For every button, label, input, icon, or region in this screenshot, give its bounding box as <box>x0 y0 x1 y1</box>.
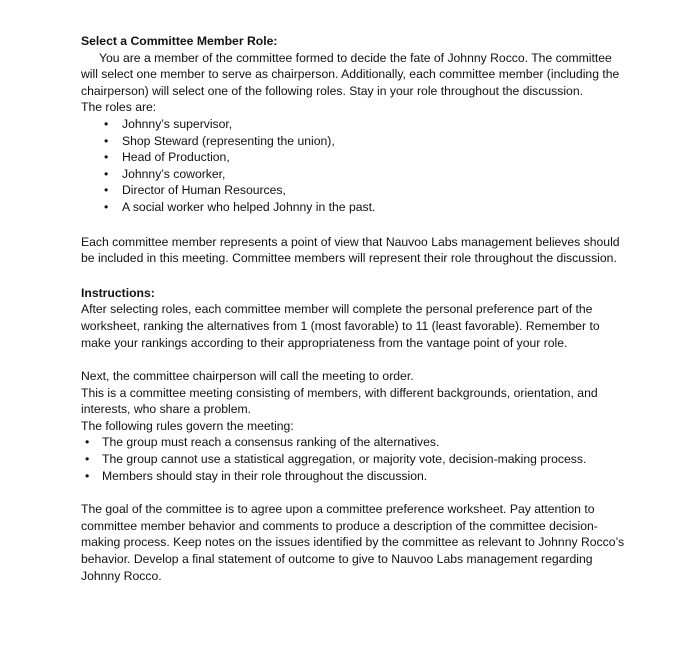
role-item: • Shop Steward (representing the union), <box>81 133 626 150</box>
spacer <box>81 351 626 368</box>
rule-item: • The group cannot use a statistical aggregation, or majority vote, decision-making process. <box>81 451 626 468</box>
viewpoint-paragraph: Each committee member represents a point of view that Nauvoo Labs management believes should be included in this meeting. Committee members will represent their role throughout the discussion. <box>81 234 620 266</box>
section-heading-roles: Select a Committee Member Role: <box>81 34 278 48</box>
rules-list <box>81 434 626 484</box>
rules-label: The following rules govern the meeting: <box>81 418 294 433</box>
role-item: • Director of Human Resources, <box>81 182 626 199</box>
document-page <box>81 33 626 584</box>
section-heading-instructions: Instructions: <box>81 285 155 300</box>
spacer <box>81 484 626 501</box>
spacer <box>81 216 626 234</box>
spacer <box>81 267 626 285</box>
rule-item: • The group must reach a consensus ranking of the alternatives. <box>81 434 626 451</box>
next-paragraph: Next, the committee chairperson will call the meeting to order. <box>81 369 414 384</box>
instructions-paragraph: After selecting roles, each committee member will complete the personal preference part of the worksheet, ranking the alternatives from 1 (most favorable) to 11 (least favorable). Remember to make your rankings according to their appropriateness from the vantage point of your role. <box>81 302 600 350</box>
meeting-paragraph: This is a committee meeting consisting of members, with different backgrounds, orientation, and interests, who share a problem. <box>81 385 598 417</box>
goal-paragraph: The goal of the committee is to agree upon a committee preference worksheet. Pay attention to committee member behavior and comments to produce a description of the committee decision-making process. Keep notes on the issues identified by the committee as relevant to Johnny Rocco’s behavior. Develop a final statement of outcome to give to Nauvoo Labs management regarding Johnny Rocco. <box>81 502 625 583</box>
intro-paragraph: You are a member of the committee formed to decide the fate of Johnny Rocco. The committee will select one member to serve as chairperson. Additionally, each committee member (including the chairperson) will select one of the following roles. Stay in your role throughout the discussion. <box>81 50 620 98</box>
role-item: • Johnny’s coworker, <box>81 166 626 183</box>
role-item: • Johnny’s supervisor, <box>81 116 626 133</box>
roles-label: The roles are: <box>81 100 157 115</box>
rule-item: • Members should stay in their role throughout the discussion. <box>81 468 626 485</box>
role-item: • Head of Production, <box>81 149 626 166</box>
role-item: • A social worker who helped Johnny in the past. <box>81 199 626 216</box>
roles-list <box>81 116 626 216</box>
